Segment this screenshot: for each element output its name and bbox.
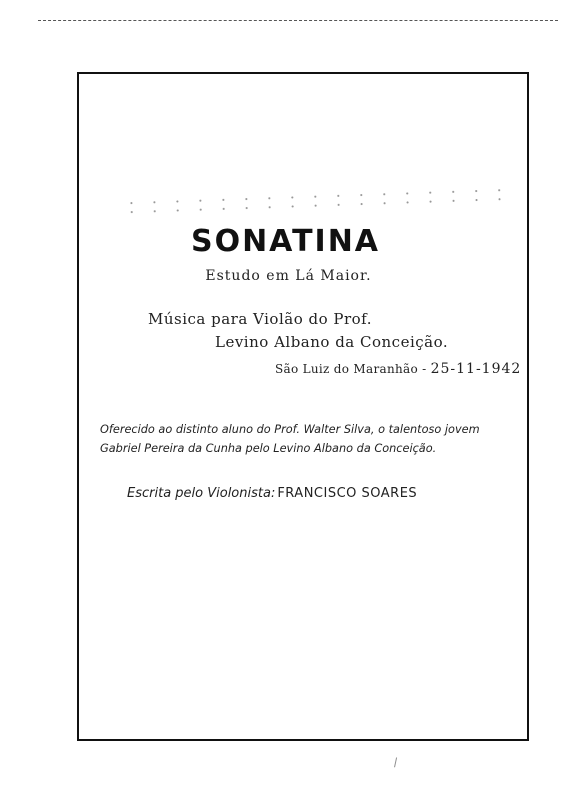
scribe-name: FRANCISCO SOARES	[277, 486, 418, 501]
subtitle: Estudo em Lá Maior.	[205, 268, 372, 284]
page-title: SONATINA	[190, 224, 381, 259]
music-instrument-line: Música para Violão do Prof.	[148, 310, 372, 328]
page-border	[77, 72, 529, 741]
place-date-line	[275, 361, 521, 377]
bottom-pencil-mark	[394, 757, 403, 768]
place-text: São Luiz do Maranhão	[275, 362, 418, 376]
scribe-prefix: Escrita pelo Violonista:	[127, 486, 276, 501]
composer-line: Levino Albano da Conceição.	[215, 333, 449, 351]
dedication-line: Oferecido ao distinto aluno do Prof. Walter Silva, o talentoso jovem	[100, 423, 480, 436]
dedication-line: Gabriel Pereira da Cunha pelo Levino Albano da Conceição.	[100, 442, 437, 455]
dedication-block	[100, 420, 520, 458]
top-dashed-rule	[38, 20, 558, 21]
date-text: 25-11-1942	[430, 361, 522, 377]
date-separator: -	[422, 362, 427, 376]
scribe-line	[127, 486, 417, 501]
